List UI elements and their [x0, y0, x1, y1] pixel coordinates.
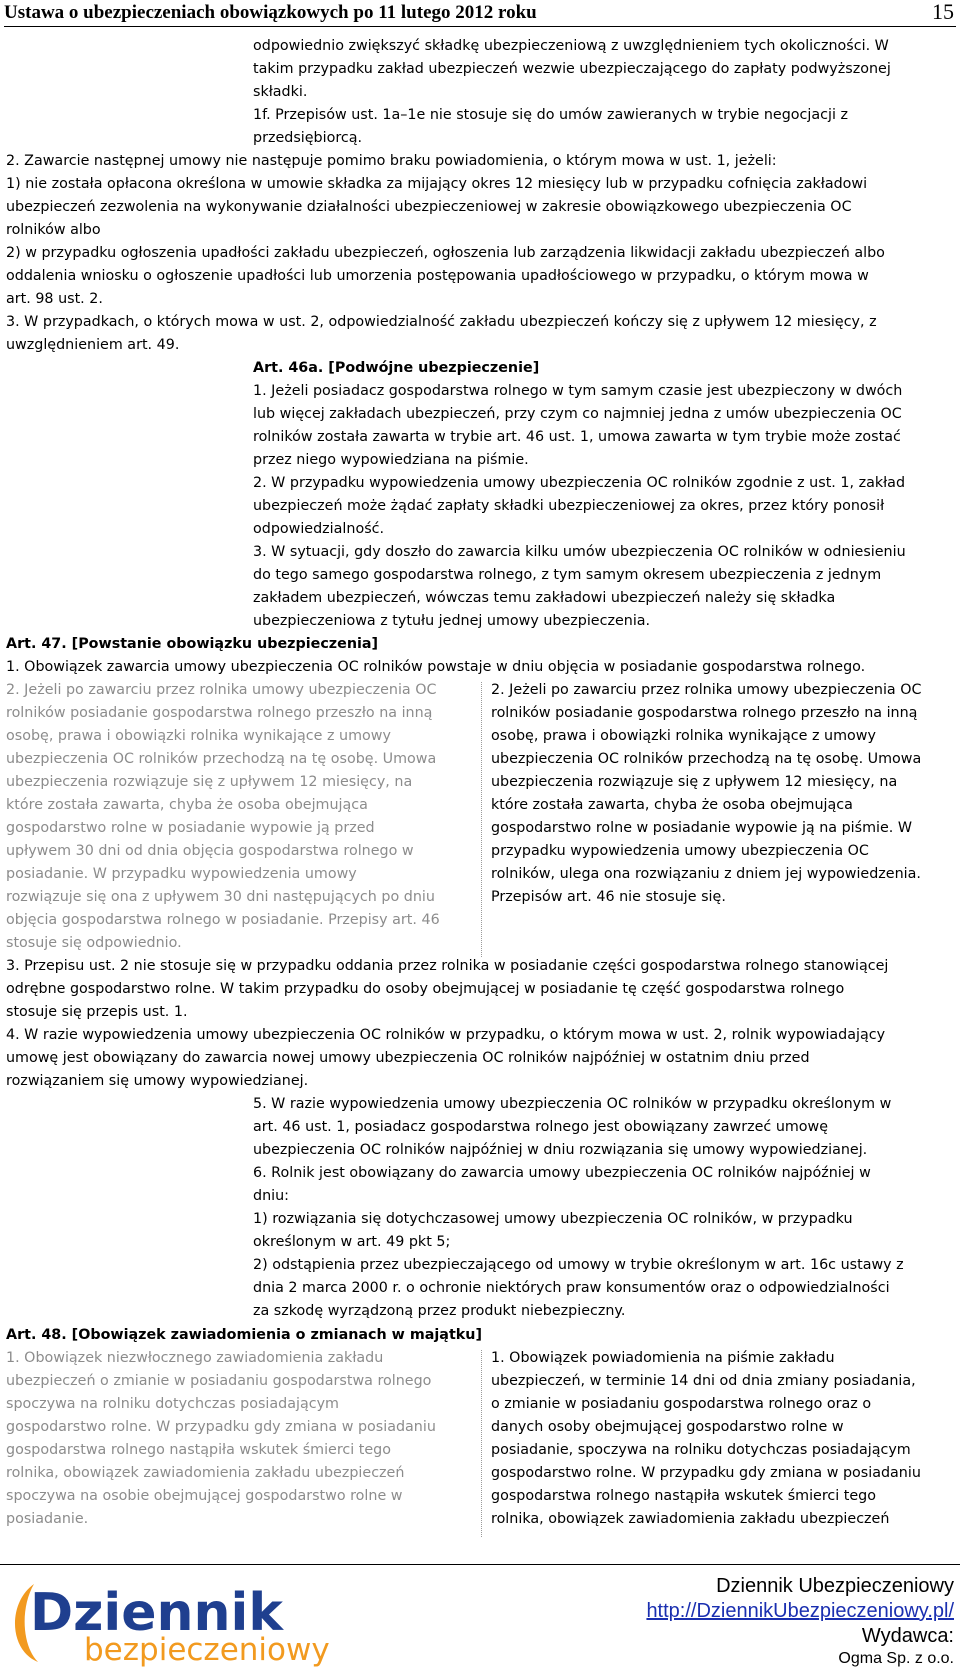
text-line: które została zawarta, chyba że osoba obejmująca — [491, 797, 853, 813]
text-line: lub więcej zakładach ubezpieczeń, przy czym co najmniej jedna z umów ubezpieczenia OC — [253, 406, 902, 422]
text-line: rolników posiadanie gospodarstwa rolnego przeszło na inną — [6, 705, 433, 721]
text-line: dnia 2 marca 2000 r. o ochronie niektórych praw konsumentów oraz o odpowiedzialności — [253, 1280, 890, 1296]
text-line: oddalenia wniosku o ogłoszenie upadłości lub umorzenia postępowania upadłościowego w przypadku, o którym mowa w — [6, 268, 869, 284]
text-line: 5. W razie wypowiedzenia umowy ubezpieczenia OC rolników w przypadku określonym w — [253, 1096, 892, 1112]
text-block-art46-continued — [6, 150, 885, 357]
text-line: rolników została zawarta w trybie art. 46 ust. 1, umowa zawarta w tym trybie może zostać — [253, 429, 901, 445]
footer-publisher: Ogma Sp. z o.o. — [838, 1650, 954, 1667]
page-number: 15 — [932, 0, 954, 24]
art48-new-text — [491, 1347, 921, 1531]
art47-new-text — [491, 679, 921, 909]
art47-old-text — [6, 679, 440, 955]
text-line: rozwiązuje się ona z upływem 30 dni następujących po dniu — [6, 889, 435, 905]
footer-publisher-label: Wydawca: — [861, 1625, 954, 1647]
text-line: odpowiednio zwiększyć składkę ubezpieczeniową z uwzględnieniem tych okoliczności. W — [253, 38, 889, 54]
text-line: 2. Jeżeli po zawarciu przez rolnika umowy ubezpieczenia OC — [6, 682, 437, 698]
footer-url-wrap — [646, 1600, 954, 1623]
text-line: ubezpieczeń może żądać zapłaty składki ubezpieczeniowej za okres, przez który ponosił — [253, 498, 885, 514]
text-line: które została zawarta, chyba że osoba obejmująca — [6, 797, 368, 813]
text-line: 2. W przypadku wypowiedzenia umowy ubezpieczenia OC rolników zgodnie z ust. 1, zakład — [253, 475, 906, 491]
text-line: gospodarstwa rolnego nastąpiła wskutek śmierci tego — [6, 1442, 391, 1458]
text-line: gospodarstwo rolne w posiadanie wypowie ją przed — [6, 820, 375, 836]
text-block-art47-right — [253, 1093, 904, 1323]
text-line: 3. W sytuacji, gdy doszło do zawarcia kilku umów ubezpieczenia OC rolników w odniesieniu — [253, 544, 906, 560]
text-line: art. 46 ust. 1, posiadacz gospodarstwa rolnego jest obowiązany zawrzeć umowę — [253, 1119, 829, 1135]
text-line: posiadanie, spoczywa na rolniku dotychczas posiadającym — [491, 1442, 911, 1458]
text-line: rolników posiadanie gospodarstwa rolnego przeszło na inną — [491, 705, 918, 721]
text-line: takim przypadku zakład ubezpieczeń wezwie ubezpieczającego do zapłaty podwyższonej — [253, 61, 891, 77]
text-line: 4. W razie wypowiedzenia umowy ubezpieczenia OC rolników w przypadku, o którym mowa w ust. 2, rolnik wypowiadający — [6, 1027, 886, 1043]
text-line: gospodarstwo rolne w posiadanie wypowie ją na piśmie. W — [491, 820, 913, 836]
text-line: Przepisów art. 46 nie stosuje się. — [491, 889, 726, 905]
text-line: ubezpieczenia OC rolników przechodzą na tę osobę. Umowa — [6, 751, 437, 767]
logo-word-bezpieczeniowy: bezpieczeniowy — [84, 1632, 330, 1668]
text-line: osobę, prawa i obowiązki rolnika wynikające z umowy — [491, 728, 876, 744]
footer-publication: Dziennik Ubezpieczeniowy — [716, 1575, 954, 1597]
text-line: osobę, prawa i obowiązki rolnika wynikające z umowy — [6, 728, 391, 744]
text-line: 1. Obowiązek powiadomienia na piśmie zakładu — [491, 1350, 835, 1366]
text-line: 1. Jeżeli posiadacz gospodarstwa rolnego w tym samym czasie jest ubezpieczony w dwóch — [253, 383, 903, 399]
text-line: odrębne gospodarstwo rolne. W takim przypadku do osoby obejmującej w posiadanie tę część gospodarstwa rolnego — [6, 981, 845, 997]
text-line: uwzględnieniem art. 49. — [6, 337, 180, 353]
text-line: o zmianie w posiadaniu gospodarstwa rolnego oraz o — [491, 1396, 872, 1412]
art48-heading: Art. 48. [Obowiązek zawiadomienia o zmianach w majątku] — [6, 1327, 482, 1343]
text-line: danych osoby obejmującej gospodarstwo rolne w — [491, 1419, 844, 1435]
text-line: gospodarstwa rolnego nastąpiła wskutek śmierci tego — [491, 1488, 876, 1504]
text-line: 3. Przepisu ust. 2 nie stosuje się w przypadku oddania przez rolnika w posiadanie części gospodarstwa rolnego stanowiącej — [6, 958, 889, 974]
text-line: 1) rozwiązania się dotychczasowej umowy ubezpieczenia OC rolników, w przypadku — [253, 1211, 853, 1227]
text-line: spoczywa na rolniku dotychczas posiadającym — [6, 1396, 339, 1412]
footer-url-link[interactable]: http://DziennikUbezpieczeniowy.pl/ — [646, 1600, 954, 1622]
text-line: 2. Jeżeli po zawarciu przez rolnika umowy ubezpieczenia OC — [491, 682, 922, 698]
text-line: ubezpieczeń, w terminie 14 dni od dnia zmiany posiadania, — [491, 1373, 916, 1389]
text-line: dniu: — [253, 1188, 289, 1204]
text-line: upływem 30 dni od dnia objęcia gospodarstwa rolnego w — [6, 843, 414, 859]
text-line: ubezpieczenia OC rolników przechodzą na tę osobę. Umowa — [491, 751, 922, 767]
text-line: stosuje się odpowiednio. — [6, 935, 182, 951]
text-line: art. 98 ust. 2. — [6, 291, 103, 307]
text-line: ubezpieczenia rozwiązuje się z upływem 12 miesięcy, na — [6, 774, 413, 790]
text-line: 3. W przypadkach, o których mowa w ust. 2, odpowiedzialność zakładu ubezpieczeń kończy się z upływem 12 miesięcy, z — [6, 314, 877, 330]
text-line: stosuje się przepis ust. 1. — [6, 1004, 188, 1020]
page-header — [4, 0, 956, 27]
text-line: rozwiązaniem się umowy wypowiedzianej. — [6, 1073, 309, 1089]
document-title: Ustawa o ubezpieczeniach obowiązkowych po 11 lutego 2012 roku — [4, 2, 537, 23]
footer-divider — [0, 1564, 960, 1565]
column-divider-2 — [481, 1350, 482, 1537]
text-line: posiadanie. W przypadku wypowiedzenia umowy — [6, 866, 357, 882]
art48-old-text — [6, 1347, 436, 1531]
text-line: przez niego wypowiedziana na piśmie. — [253, 452, 529, 468]
text-line: umowę jest obowiązany do zawarcia nowej umowy ubezpieczenia OC rolników najpóźniej w ostatnim dniu przed — [6, 1050, 810, 1066]
text-line: ubezpieczeń o zmianie w posiadaniu gospodarstwa rolnego — [6, 1373, 432, 1389]
text-line: rolników, ulega ona rozwiązaniu z dniem jej wypowiedzenia. — [491, 866, 921, 882]
text-block-art47-continued — [6, 955, 888, 1093]
text-line: 6. Rolnik jest obowiązany do zawarcia umowy ubezpieczenia OC rolników najpóźniej w — [253, 1165, 871, 1181]
text-block-art46a — [253, 380, 906, 633]
text-line: 2) w przypadku ogłoszenia upadłości zakładu ubezpieczeń, ogłoszenia lub zarządzenia likwidacji zakładu ubezpieczeń albo — [6, 245, 885, 261]
text-line: posiadanie. — [6, 1511, 89, 1527]
logo-word-dziennik: Dziennik — [30, 1583, 283, 1643]
art46a-heading: Art. 46a. [Podwójne ubezpieczenie] — [253, 360, 540, 376]
text-line: rolników albo — [6, 222, 101, 238]
text-block-top — [253, 35, 891, 150]
text-line: 2) odstąpienia przez ubezpieczającego od umowy w trybie określonym w art. 16c ustawy z — [253, 1257, 904, 1273]
text-line: przypadku wypowiedzenia umowy ubezpieczenia OC — [491, 843, 869, 859]
text-line: objęcia gospodarstwa rolnego w posiadanie. Przepisy art. 46 — [6, 912, 440, 928]
text-line: określonym w art. 49 pkt 5; — [253, 1234, 451, 1250]
text-line: ubezpieczeń zezwolenia na wykonywanie działalności ubezpieczeniowej w zakresie obowiązkowego ubezpieczenia OC — [6, 199, 852, 215]
text-line: gospodarstwo rolne. W przypadku gdy zmiana w posiadaniu — [491, 1465, 921, 1481]
text-line: zakładem ubezpieczeń, wówczas temu zakładowi ubezpieczeń należy się składka — [253, 590, 836, 606]
text-line: rolnika, obowiązek zawiadomienia zakładu ubezpieczeń — [6, 1465, 405, 1481]
text-line: odpowiedzialność. — [253, 521, 385, 537]
logo-graphic — [4, 1578, 364, 1668]
text-line: ubezpieczeniowa z tytułu jednej umowy ubezpieczenia. — [253, 613, 651, 629]
text-line: ubezpieczenia OC rolników najpóźniej w dniu rozwiązania się umowy wypowiedzianej. — [253, 1142, 868, 1158]
text-line: rolnika, obowiązek zawiadomienia zakładu ubezpieczeń — [491, 1511, 890, 1527]
text-line: gospodarstwo rolne. W przypadku gdy zmiana w posiadaniu — [6, 1419, 436, 1435]
text-line: składki. — [253, 84, 308, 100]
text-line: do tego samego gospodarstwa rolnego, z tym samym okresem ubezpieczenia z jednym — [253, 567, 882, 583]
art47-paragraph-1: 1. Obowiązek zawarcia umowy ubezpieczenia OC rolników powstaje w dniu objęcia w posiadanie gospodarstwa rolnego. — [6, 659, 866, 675]
text-line: 1. Obowiązek niezwłocznego zawiadomienia zakładu — [6, 1350, 384, 1366]
dziennik-ubezpieczeniowy-logo — [4, 1578, 364, 1668]
text-line: 2. Zawarcie następnej umowy nie następuje pomimo braku powiadomienia, o którym mowa w ust. 1, jeżeli: — [6, 153, 777, 169]
text-line: za szkodę wyrządzoną przez produkt niebezpieczny. — [253, 1303, 626, 1319]
column-divider — [481, 682, 482, 957]
text-line: ubezpieczenia rozwiązuje się z upływem 12 miesięcy, na — [491, 774, 898, 790]
text-line: 1) nie została opłacona określona w umowie składka za mijający okres 12 miesięcy lub w przypadku cofnięcia zakładowi — [6, 176, 868, 192]
text-line: spoczywa na osobie obejmującej gospodarstwo rolne w — [6, 1488, 403, 1504]
art47-heading: Art. 47. [Powstanie obowiązku ubezpieczenia] — [6, 636, 379, 652]
text-line: przedsiębiorcą. — [253, 130, 363, 146]
text-line: 1f. Przepisów ust. 1a–1e nie stosuje się do umów zawieranych w trybie negocjacji z — [253, 107, 849, 123]
